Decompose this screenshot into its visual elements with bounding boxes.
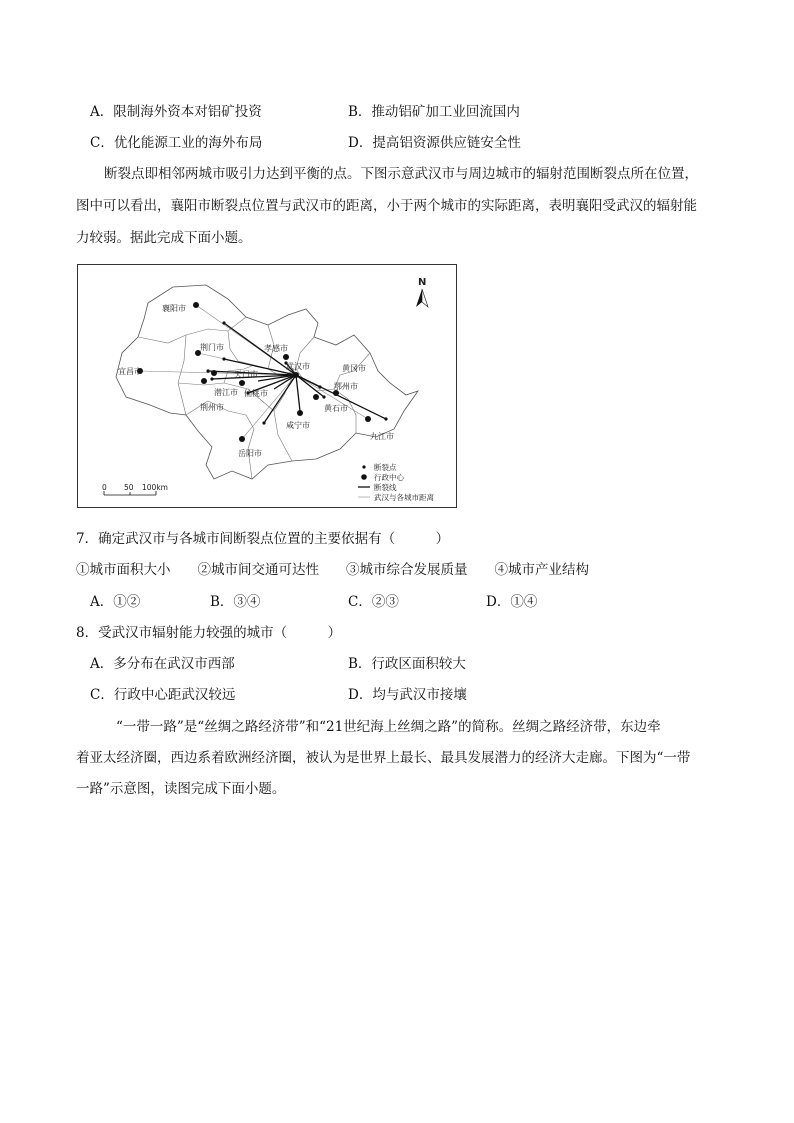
passage1-line1: 断裂点即相邻两城市吸引力达到平衡的点。下图示意武汉市与周边城市的辐射范围断裂点所在位置， — [104, 166, 698, 182]
passage2-line2: 着亚太经济圈，西边系着欧洲经济圈，被认为是世界上最长、最具发展潜力的经济大走廊。下图为“一带 — [76, 750, 691, 766]
label-xiaogan: 孝感市 — [264, 344, 288, 353]
passage1-line3: 力较弱。据此完成下面小题。 — [76, 230, 252, 246]
q7-option-d: D．①④ — [486, 594, 538, 610]
passage2-line3: 一路”示意图，读图完成下面小题。 — [76, 781, 286, 797]
label-qianjiang: 潜江市 — [214, 388, 238, 397]
label-huanggang: 黄冈市 — [342, 364, 366, 373]
scale-zero: 0 — [102, 483, 107, 492]
label-jingzhou: 荆州市 — [200, 403, 224, 412]
label-wuhan: 武汉市 — [286, 362, 310, 371]
q8-stem: 8．受武汉市辐射能力较强的城市（ ） — [76, 625, 342, 641]
label-jingmen: 荆门市 — [200, 343, 224, 352]
label-jiujiang: 九江市 — [370, 432, 394, 441]
map-svg — [78, 265, 456, 507]
q7-option-a: A．①② — [90, 594, 141, 610]
label-xiangyang: 襄阳市 — [162, 304, 186, 313]
label-huangshi: 黄石市 — [324, 404, 348, 413]
north-label: N — [418, 277, 427, 288]
q8-option-a: A．多分布在武汉市西部 — [90, 656, 235, 672]
scale-bar — [102, 483, 168, 495]
north-arrow-icon — [416, 277, 428, 307]
region-outline — [116, 285, 418, 479]
wuhan-breakpoint-map — [77, 264, 457, 508]
q6-option-d: D．提高铝资源供应链安全性 — [348, 135, 521, 151]
scale-mid: 50 — [124, 483, 134, 492]
label-ezhou: 鄂州市 — [334, 382, 358, 391]
map-legend — [358, 462, 434, 502]
q7-option-b: B．③④ — [210, 594, 261, 610]
legend-break-line: 断裂线 — [374, 483, 397, 492]
q8-option-d: D．均与武汉市接壤 — [348, 687, 467, 703]
label-tianmen: 天门市 — [234, 370, 258, 379]
q6-option-a: A．限制海外资本对铝矿投资 — [90, 104, 262, 120]
label-yichang: 宜昌市 — [118, 367, 142, 376]
q6-option-c: C．优化能源工业的海外布局 — [90, 135, 263, 151]
scale-end: 100km — [142, 483, 168, 492]
q7-stem: 7．确定武汉市与各城市间断裂点位置的主要依据有（ ） — [76, 531, 450, 547]
label-xianning: 咸宁市 — [286, 421, 310, 430]
q8-option-b: B．行政区面积较大 — [348, 656, 466, 672]
passage1-line2: 图中可以看出，襄阳市断裂点位置与武汉市的距离，小于两个城市的实际距离，表明襄阳受武汉的辐射能 — [76, 198, 697, 214]
label-yueyang: 岳阳市 — [238, 449, 262, 458]
label-xiantao: 仙桃市 — [244, 389, 268, 398]
q7-items: ①城市面积大小 ②城市间交通可达性 ③城市综合发展质量 ④城市产业结构 — [76, 562, 589, 578]
legend-distance: 武汉与各城市距离 — [374, 493, 434, 502]
passage2-line1: “一带一路”是“丝绸之路经济带”和“21世纪海上丝绸之路”的简称。丝绸之路经济带，东边牵 — [116, 719, 661, 735]
legend-breakpoint: 断裂点 — [374, 463, 397, 472]
q7-option-c: C．②③ — [348, 594, 399, 610]
q8-option-c: C．行政中心距武汉较远 — [90, 687, 236, 703]
q6-option-b: B．推动铝矿加工业回流国内 — [348, 104, 520, 120]
legend-admin-center: 行政中心 — [374, 473, 404, 482]
